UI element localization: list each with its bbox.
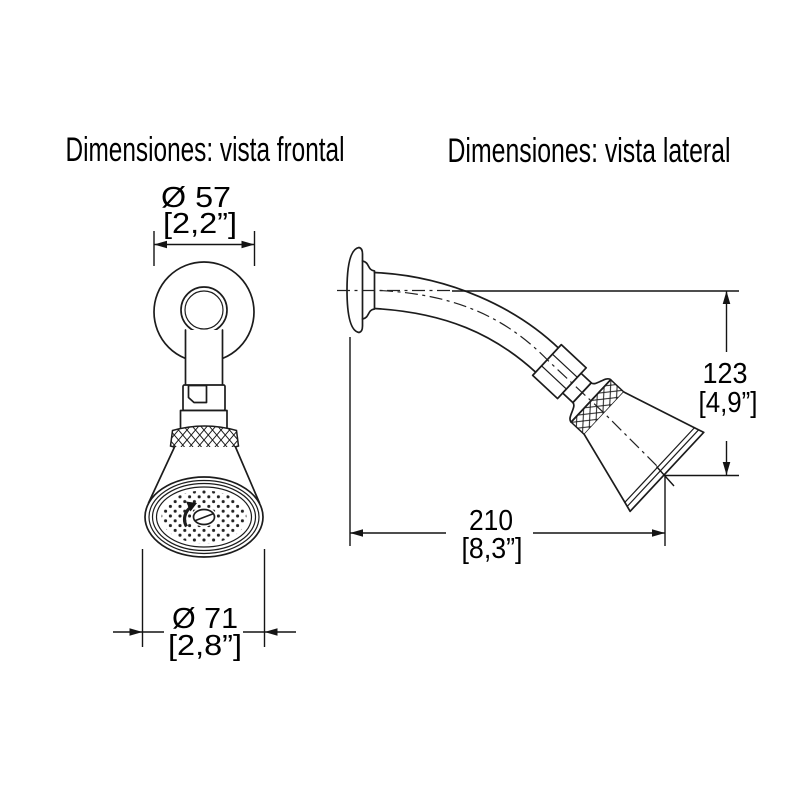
- dim-arrow-left-icon: [154, 241, 167, 248]
- escutcheon-diameter-imperial: [2,2”]: [163, 208, 237, 240]
- front-spray-face: [145, 477, 263, 557]
- adjuster-notch: [189, 386, 207, 403]
- front-dimension-bottom: [113, 549, 296, 662]
- drop-height-imperial: [4,9”]: [698, 387, 758, 419]
- side-view-title: Dimensiones: vista lateral: [447, 132, 731, 170]
- front-view: [66, 131, 345, 662]
- front-dimension-top: [154, 182, 255, 266]
- arm-collar-inner-ring: [185, 291, 223, 329]
- front-arm: [181, 330, 228, 428]
- front-view-title: Dimensiones: vista frontal: [65, 131, 345, 169]
- arm-inner-curve: [375, 309, 537, 373]
- arm-collar-outer-ring: [181, 287, 227, 333]
- dim-arrow-right-icon: [652, 529, 665, 537]
- dim-arrow-right-icon: [265, 628, 278, 635]
- dim-arrow-left-icon: [350, 529, 363, 537]
- side-view: [337, 132, 758, 565]
- dim-arrow-up-icon: [723, 291, 731, 304]
- dim-arrow-right-icon: [242, 241, 255, 248]
- dim-arrow-down-icon: [723, 462, 731, 475]
- dim-arrow-left-icon: [130, 628, 143, 635]
- head-diameter-metric: Ø 71: [172, 603, 238, 635]
- drop-height-metric: 123: [702, 358, 748, 390]
- head-diameter-imperial: [2,8”]: [168, 630, 242, 662]
- reach-length-metric: 210: [469, 505, 513, 537]
- escutcheon-diameter-metric: Ø 57: [161, 182, 231, 214]
- reach-length-imperial: [8,3”]: [461, 533, 523, 565]
